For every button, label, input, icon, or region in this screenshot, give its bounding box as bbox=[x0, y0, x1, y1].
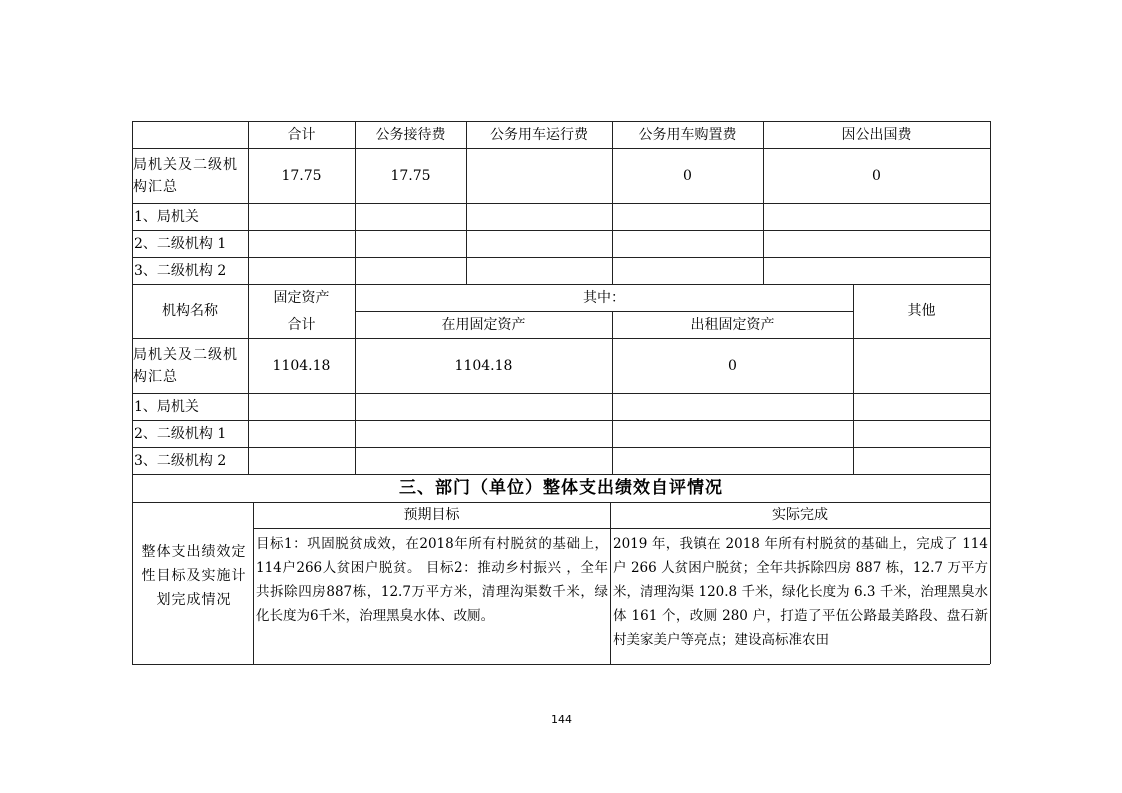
value-reception-fee: 17.75 bbox=[390, 167, 431, 184]
row-label-performance: 整体支出绩效定性目标及实施计划完成情况 bbox=[141, 544, 247, 608]
row-label-bureau: 1、局机关 bbox=[134, 208, 199, 225]
value-other bbox=[853, 338, 990, 393]
value-overseas-fee: 0 bbox=[872, 167, 881, 184]
value-vehicle-purchase-fee: 0 bbox=[683, 167, 692, 184]
actual-completion-text: 2019 年，我镇在 2018 年所有村脱贫的基础上，完成了 114 户 266 人贫困户脱贫；全年共拆除四房 887 栋，12.7 万平方米，清理沟渠 120.8 千米，绿化长度为 6.3 千米，治理黑臭水体 161 个，改厕 280 户，打造了平伍公路最美路段、盘石新村美家美户等亮点；建设高标准农田 bbox=[613, 536, 988, 648]
header-among: 其中： bbox=[583, 289, 625, 306]
header-org-name: 机构名称 bbox=[162, 303, 218, 319]
header-fixed-assets-line1: 固定资产 bbox=[273, 289, 330, 306]
table-rule bbox=[132, 447, 990, 448]
header-actual-completion: 实际完成 bbox=[772, 507, 828, 523]
header-rented-assets: 出租固定资产 bbox=[690, 316, 775, 333]
table-rule bbox=[132, 230, 990, 231]
table-rule bbox=[253, 528, 990, 529]
table-rule bbox=[132, 257, 990, 258]
table-rule bbox=[132, 420, 990, 421]
value-total: 17.75 bbox=[281, 167, 322, 184]
header-in-use-assets: 在用固定资产 bbox=[441, 316, 526, 333]
table-rule bbox=[132, 203, 990, 204]
value-vehicle-operation-fee bbox=[466, 148, 612, 203]
value-rented-assets: 0 bbox=[728, 357, 737, 374]
row-label-bureau: 1、局机关 bbox=[134, 398, 199, 415]
row-label-sub-org-2: 3、二级机构 2 bbox=[134, 262, 227, 279]
header-total: 合计 bbox=[287, 126, 316, 143]
table-rule bbox=[132, 664, 990, 665]
expected-goal-text: 目标1：巩固脱贫成效，在2018年所有村脱贫的基础上， 114户266人贫困户脱贫。 目标2：推动乡村振兴 ，全年共拆除四房887栋，12.7万平方米，清理沟渠数千米，绿化长度为6千米，治理黑臭水体、改厕。 bbox=[256, 536, 608, 624]
section-title: 三、部门（单位）整体支出绩效自评情况 bbox=[399, 478, 723, 498]
row-label-summary: 局机关及二级机构汇总 bbox=[133, 157, 238, 195]
header-expected-goal: 预期目标 bbox=[403, 507, 460, 523]
page-number: 144 bbox=[551, 713, 572, 726]
header-vehicle-operation-fee: 公务用车运行费 bbox=[490, 126, 588, 143]
table-rule bbox=[132, 393, 990, 394]
header-reception-fee: 公务接待费 bbox=[375, 126, 446, 143]
value-in-use-assets: 1104.18 bbox=[454, 357, 513, 374]
header-other: 其他 bbox=[907, 303, 936, 319]
value-fixed-assets-total: 1104.18 bbox=[272, 357, 331, 374]
header-overseas-fee: 因公出国费 bbox=[841, 126, 912, 143]
row-label-sub-org-2: 3、二级机构 2 bbox=[134, 452, 227, 469]
row-label-sub-org-1: 2、二级机构 1 bbox=[134, 425, 227, 442]
table-border-right bbox=[990, 121, 991, 664]
row-label-summary: 局机关及二级机构汇总 bbox=[133, 347, 238, 385]
header-fixed-assets-line2: 合计 bbox=[287, 316, 316, 333]
header-vehicle-purchase-fee: 公务用车购置费 bbox=[638, 126, 737, 143]
row-label-sub-org-1: 2、二级机构 1 bbox=[134, 235, 227, 252]
